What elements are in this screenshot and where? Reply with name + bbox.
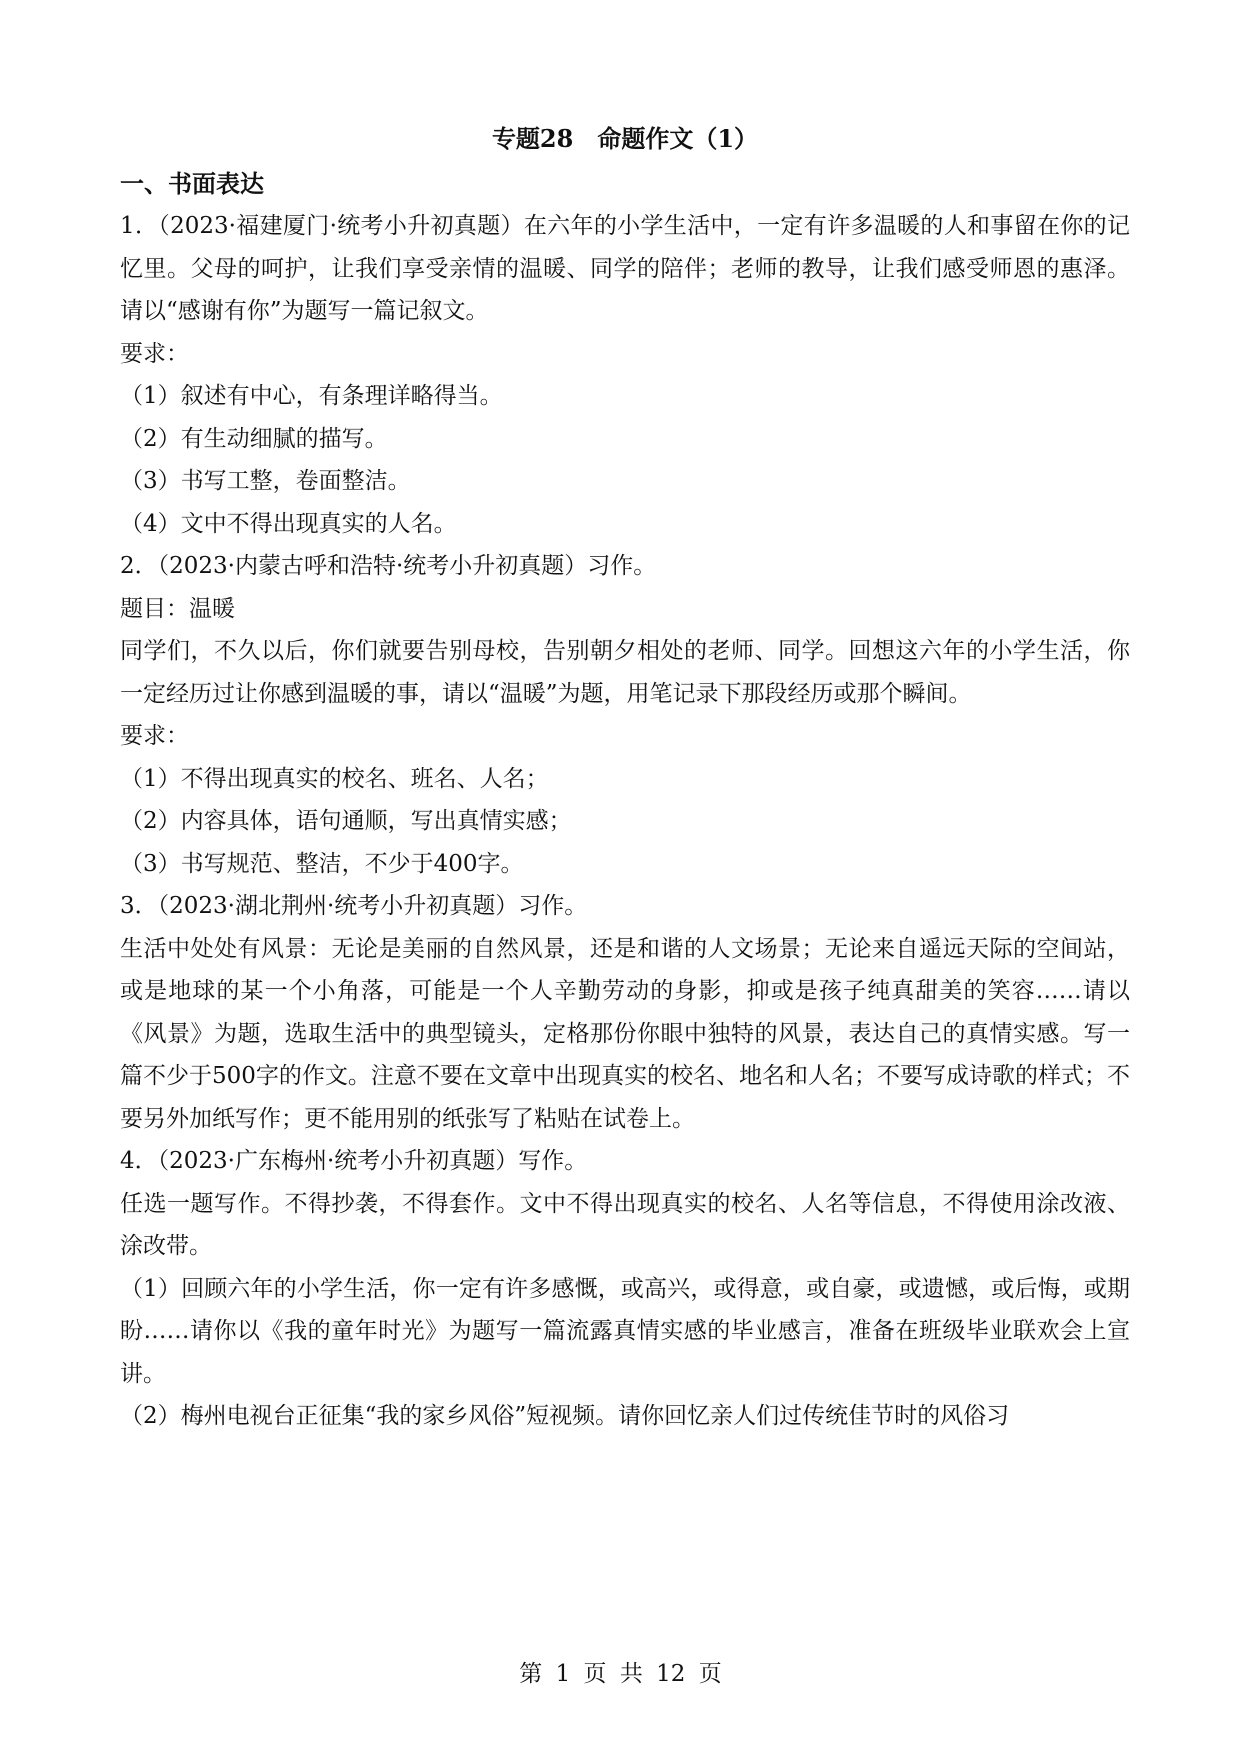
question-1-requirement: （2）有生动细腻的描写。 <box>120 425 388 452</box>
question-2-stem: 2．（2023·内蒙古呼和浩特·统考小升初真题）习作。 <box>120 553 657 579</box>
question-4-option-1: （1）回顾六年的小学生活，你一定有许多感慨，或高兴，或得意，或自豪，或遗憾，或后悔，或期盼……请你以《我的童年时光》为题写一篇流露真情实感的毕业感言，准备在班级毕业联欢会上宣讲。 <box>120 1275 1130 1387</box>
question-1-requirement: （4）文中不得出现真实的人名。 <box>120 510 457 537</box>
question-4-stem: 4．（2023·广东梅州·统考小升初真题）写作。 <box>120 1148 588 1174</box>
question-3 <box>120 885 1130 1140</box>
question-3-stem: 3．（2023·湖北荆州·统考小升初真题）习作。 <box>120 893 588 919</box>
question-4 <box>120 1140 1130 1438</box>
question-1 <box>120 205 1130 545</box>
question-2-requirement: （1）不得出现真实的校名、班名、人名； <box>120 765 549 792</box>
page-content <box>120 115 1130 1438</box>
question-2-requirement: （3）书写规范、整洁，不少于400字。 <box>120 850 524 877</box>
question-1-requirements-label: 要求： <box>120 340 189 367</box>
question-2-requirement: （2）内容具体，语句通顺，写出真情实感； <box>120 808 572 834</box>
question-1-stem: 1．（2023·福建厦门·统考小升初真题）在六年的小学生活中，一定有许多温暖的人和事留在你的记忆里。父母的呵护，让我们享受亲情的温暖、同学的陪伴；老师的教导，让我们感受师恩的惠泽。请以“感谢有你”为题写一篇记叙文。 <box>120 213 1130 324</box>
question-4-body: 任选一题写作。不得抄袭，不得套作。文中不得出现真实的校名、人名等信息，不得使用涂改液、涂改带。 <box>120 1190 1130 1259</box>
page-footer: 第 1 页 共 12 页 <box>519 1661 722 1687</box>
question-2 <box>120 545 1130 885</box>
question-1-requirement: （1）叙述有中心，有条理详略得当。 <box>120 383 503 409</box>
question-1-requirement: （3）书写工整，卷面整洁。 <box>120 468 411 494</box>
section-heading: 一、书面表达 <box>120 169 264 198</box>
question-3-body: 生活中处处有风景：无论是美丽的自然风景，还是和谐的人文场景；无论来自遥远天际的空间站，或是地球的某一个小角落，可能是一个人辛勤劳动的身影，抑或是孩子纯真甜美的笑容……请以《风景》为题，选取生活中的典型镜头，定格那份你眼中独特的风景，表达自己的真情实感。写一篇不少于500字的作文。注意不要在文章中出现真实的校名、地名和人名；不要写成诗歌的样式；不要另外加纸写作；更不能用别的纸张写了粘贴在试卷上。 <box>120 935 1130 1132</box>
question-2-requirements-label: 要求： <box>120 723 189 749</box>
question-2-body: 同学们，不久以后，你们就要告别母校，告别朝夕相处的老师、同学。回想这六年的小学生活，你一定经历过让你感到温暖的事，请以“温暖”为题，用笔记录下那段经历或那个瞬间。 <box>120 638 1130 707</box>
question-2-topic: 题目：温暖 <box>120 595 235 622</box>
page-title: 专题28 命题作文（1） <box>491 124 759 153</box>
question-4-option-2: （2）梅州电视台正征集“我的家乡风俗”短视频。请你回忆亲人们过传统佳节时的风俗习 <box>120 1403 1010 1429</box>
